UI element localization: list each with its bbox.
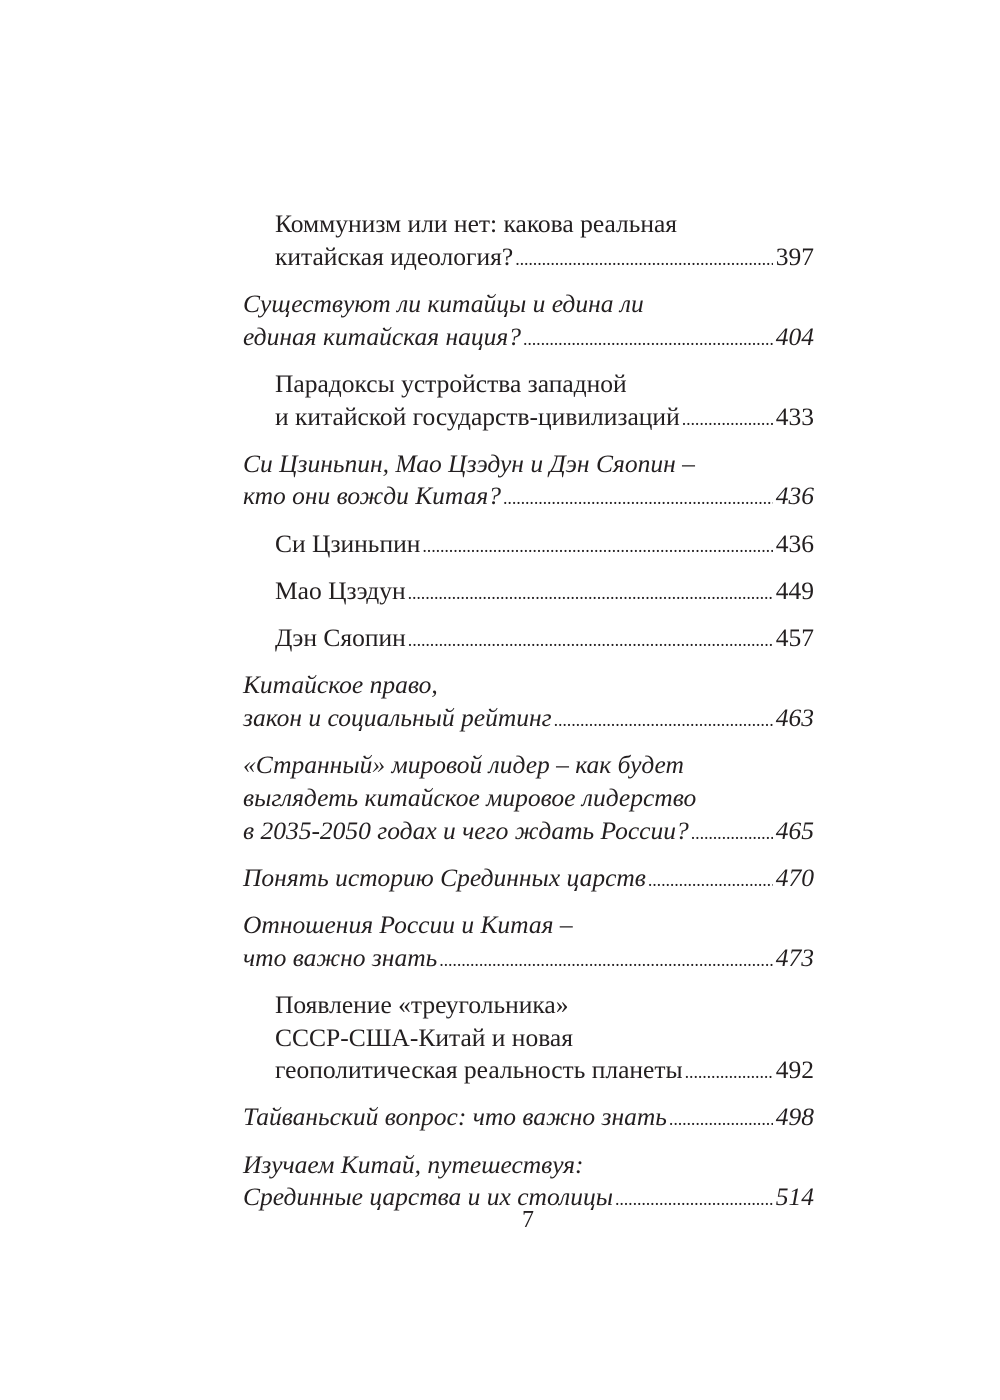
toc-entry-title-line: что важно знать bbox=[243, 942, 438, 972]
toc-entry-last-line bbox=[275, 401, 814, 436]
leader-dots bbox=[523, 323, 773, 356]
toc-entry-last-line bbox=[243, 321, 814, 356]
leader-dots bbox=[422, 530, 772, 563]
toc-entry-title-line: Изучаем Китай, путешествуя: bbox=[243, 1149, 584, 1179]
toc-entry-last-line bbox=[275, 622, 814, 657]
toc-entry bbox=[243, 528, 814, 563]
toc-entry-page: 465 bbox=[775, 815, 814, 845]
toc-entry-title-line: Китайское право, bbox=[243, 670, 438, 700]
toc-entry-page: 470 bbox=[775, 862, 814, 892]
toc-entry-page: 492 bbox=[775, 1055, 814, 1085]
leader-dots bbox=[682, 403, 773, 436]
toc-entry bbox=[243, 622, 814, 657]
toc-entry-last-line bbox=[275, 528, 814, 563]
toc-entry-last-line bbox=[275, 575, 814, 610]
toc-entry-title-line: «Странный» мировой лидер – как будет bbox=[243, 750, 684, 780]
leader-dots bbox=[554, 704, 773, 737]
toc-entry-last-line bbox=[275, 241, 814, 276]
toc-entry-title-line: Мао Цзэдун bbox=[275, 575, 406, 605]
toc-entry-title-line: Понять историю Срединных царств bbox=[243, 862, 646, 892]
toc-entry-title-line: Си Цзиньпин, Мао Цзэдун и Дэн Сяопин – bbox=[243, 448, 695, 478]
toc-entry-last-line bbox=[243, 702, 814, 737]
toc-entry-title-line: и китайской государств-цивилизаций bbox=[275, 401, 680, 431]
toc-entry-page: 498 bbox=[775, 1102, 814, 1132]
toc-entry bbox=[243, 989, 814, 1089]
toc-entry bbox=[243, 862, 814, 897]
toc-entry bbox=[243, 288, 814, 355]
toc-entry bbox=[243, 575, 814, 610]
toc-entry-title-line: Си Цзиньпин bbox=[275, 528, 421, 558]
toc-entry-title-line: Парадоксы устройства западной bbox=[275, 368, 627, 398]
toc-entry-title-line: выглядеть китайское мировое лидерство bbox=[243, 782, 697, 812]
toc-entry-title-line: закон и социальный рейтинг bbox=[243, 702, 552, 732]
toc-entry-title-line: Отношения России и Китая – bbox=[243, 909, 573, 939]
toc-entry-page: 449 bbox=[775, 575, 814, 605]
toc-entry-title-line: СССР-США-Китай и новая bbox=[275, 1022, 573, 1052]
leader-dots bbox=[439, 944, 773, 977]
toc-entry-title-line: Коммунизм или нет: какова реальная bbox=[275, 209, 678, 238]
toc-entry-title-line: Дэн Сяопин bbox=[275, 623, 406, 653]
toc-entry-page: 397 bbox=[775, 241, 814, 271]
table-of-contents bbox=[243, 208, 814, 1229]
leader-dots bbox=[648, 864, 773, 897]
toc-entry-title-line: Тайваньский вопрос: что важно знать bbox=[243, 1102, 667, 1132]
leader-dots bbox=[515, 243, 773, 276]
toc-entry-title-line: Срединные царства и их столицы bbox=[243, 1182, 613, 1212]
toc-entry bbox=[243, 749, 814, 849]
toc-entry bbox=[243, 1149, 814, 1216]
toc-entry-last-line bbox=[243, 480, 814, 515]
toc-entry bbox=[243, 909, 814, 976]
toc-entry bbox=[243, 669, 814, 736]
toc-entry-title-line: Существуют ли китайцы и едина ли bbox=[243, 288, 644, 318]
leader-dots bbox=[691, 817, 773, 850]
toc-entry-title-line: кто они вожди Китая? bbox=[243, 481, 502, 511]
toc-entry-page: 404 bbox=[775, 321, 814, 351]
toc-entry-page: 473 bbox=[775, 942, 814, 972]
toc-entry-last-line bbox=[243, 862, 814, 897]
page-number: 7 bbox=[522, 1207, 534, 1233]
toc-entry bbox=[243, 368, 814, 435]
toc-entry bbox=[243, 1101, 814, 1136]
leader-dots bbox=[669, 1103, 773, 1136]
toc-entry-last-line bbox=[275, 1054, 814, 1089]
toc-entry-page: 514 bbox=[775, 1182, 814, 1212]
toc-entry-title-line: в 2035-2050 годах и чего ждать России? bbox=[243, 815, 689, 845]
toc-entry-page: 463 bbox=[775, 702, 814, 732]
toc-entry-last-line bbox=[243, 942, 814, 977]
toc-entry-last-line bbox=[243, 1101, 814, 1136]
toc-entry-title-line: единая китайская нация? bbox=[243, 321, 521, 351]
leader-dots bbox=[408, 624, 773, 657]
leader-dots bbox=[503, 482, 773, 515]
toc-entry-page: 457 bbox=[775, 623, 814, 653]
toc-entry bbox=[243, 448, 814, 515]
toc-entry-page: 436 bbox=[775, 481, 814, 511]
toc-entry-title-line: Появление «треугольника» bbox=[275, 989, 569, 1019]
toc-entry-page: 436 bbox=[775, 528, 814, 558]
toc-entry-page: 433 bbox=[775, 401, 814, 431]
toc-entry-title-line: геополитическая реальность планеты bbox=[275, 1055, 683, 1085]
toc-entry-last-line bbox=[243, 815, 814, 850]
toc-entry bbox=[243, 208, 814, 275]
toc-entry-title-line: китайская идеология? bbox=[275, 241, 514, 271]
leader-dots bbox=[685, 1056, 773, 1089]
leader-dots bbox=[408, 577, 773, 610]
